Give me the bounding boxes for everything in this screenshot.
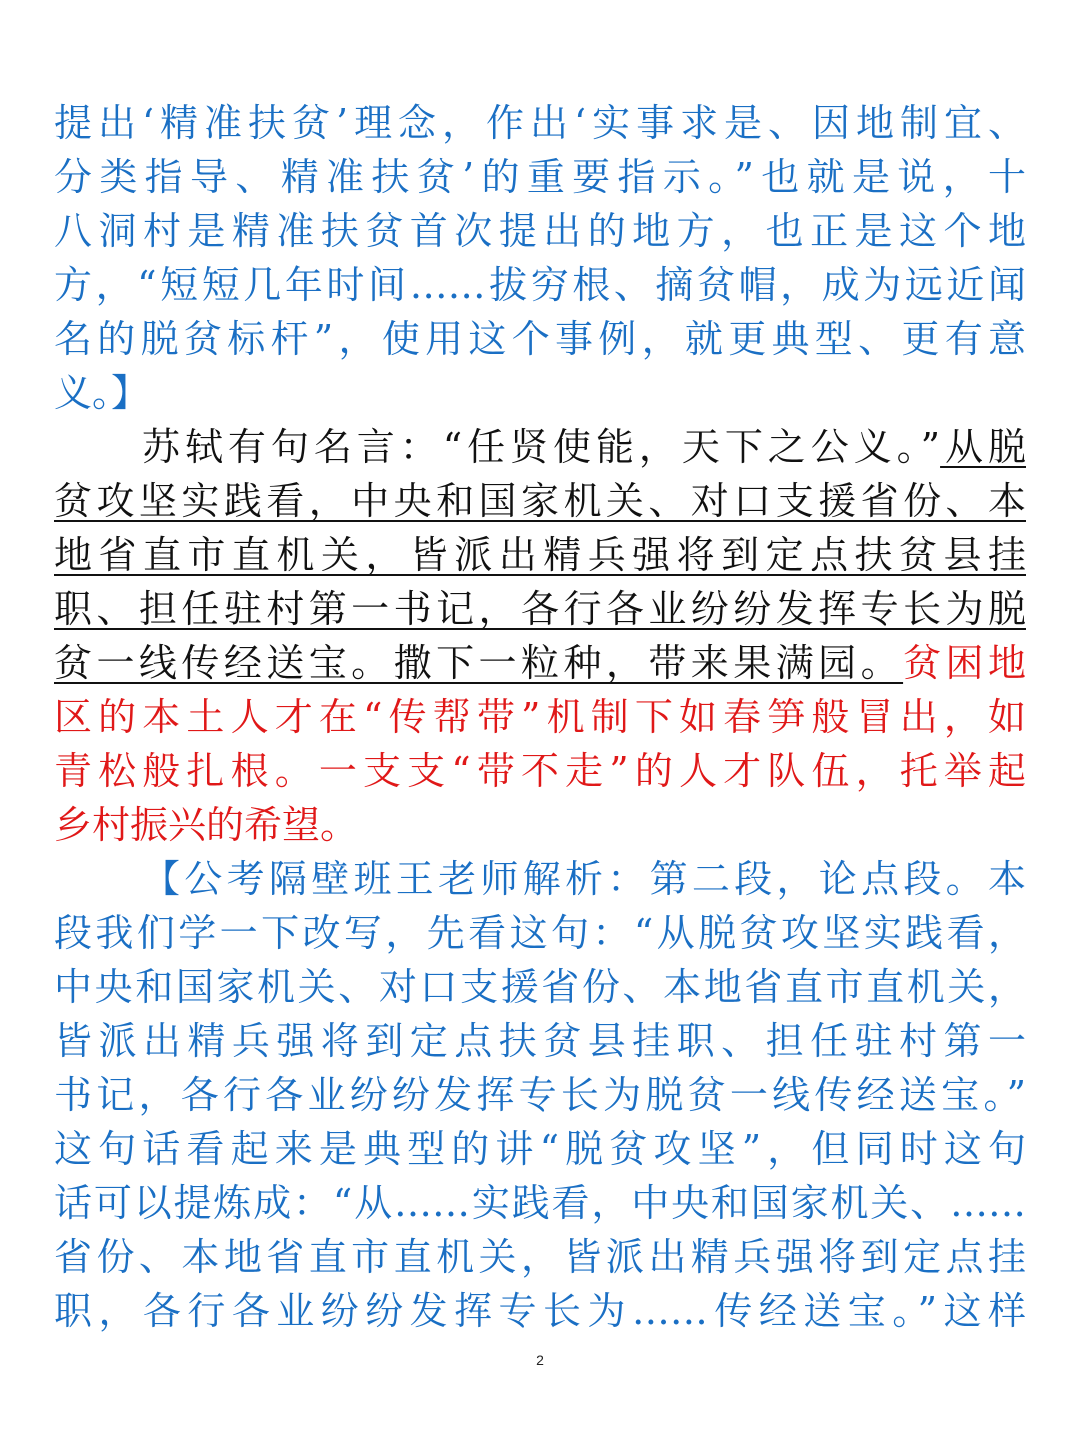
red-highlight-line: 青松般扎根。一支支“带不走”的人才队伍，托举起 bbox=[54, 749, 1026, 793]
text-line: 八洞村是精准扶贫首次提出的地方，也正是这个地 bbox=[54, 209, 1026, 253]
text-line: 中央和国家机关、对口支援省份、本地省直市直机关， bbox=[54, 965, 1026, 1009]
text-line: 名的脱贫标杆”，使用这个事例，就更典型、更有意 bbox=[54, 317, 1026, 361]
underlined-text-line: 职、担任驻村第一书记，各行各业纷纷发挥专长为脱 bbox=[54, 587, 1026, 631]
red-highlight-text: 贫困地 bbox=[903, 641, 1026, 685]
page-number: 2 bbox=[536, 1352, 544, 1368]
underlined-text: 从脱 bbox=[940, 425, 1026, 469]
underlined-text-line: 地省直市直机关，皆派出精兵强将到定点扶贫县挂 bbox=[54, 533, 1026, 577]
body-paragraph bbox=[54, 420, 1026, 852]
text-line: 【公考隔壁班王老师解析：第二段，论点段。本 bbox=[142, 857, 1026, 901]
analysis-paragraph bbox=[54, 852, 1026, 1338]
underlined-text: 贫一线传经送宝。撒下一粒种，带来果满园。 bbox=[54, 641, 904, 685]
quote-text: 苏轼有句名言：“任贤使能，天下之公义。” bbox=[142, 425, 941, 469]
text-line: 皆派出精兵强将到定点扶贫县挂职、担任驻村第一 bbox=[54, 1019, 1026, 1063]
analysis-paragraph-continued bbox=[54, 96, 1026, 420]
text-line: 这句话看起来是典型的讲“脱贫攻坚”，但同时这句 bbox=[54, 1127, 1026, 1171]
text-line: 方，“短短几年时间……拔穷根、摘贫帽，成为远近闻 bbox=[54, 263, 1026, 307]
text-line: 话可以提炼成：“从……实践看，中央和国家机关、…… bbox=[54, 1181, 1026, 1225]
red-highlight-line: 乡村振兴的希望。 bbox=[54, 803, 359, 847]
text-line: 义。】 bbox=[54, 371, 150, 415]
text-line: 提出‘精准扶贫’理念，作出‘实事求是、因地制宜、 bbox=[54, 101, 1026, 145]
text-line: 分类指导、精准扶贫’的重要指示。”也就是说，十 bbox=[54, 155, 1026, 199]
text-line: 省份、本地省直市直机关，皆派出精兵强将到定点挂 bbox=[54, 1235, 1026, 1279]
text-line: 职，各行各业纷纷发挥专长为……传经送宝。”这样 bbox=[54, 1289, 1026, 1333]
red-highlight-line: 区的本土人才在“传帮带”机制下如春笋般冒出，如 bbox=[54, 695, 1026, 739]
text-line: 段我们学一下改写，先看这句：“从脱贫攻坚实践看， bbox=[54, 911, 1026, 955]
text-line: 书记，各行各业纷纷发挥专长为脱贫一线传经送宝。” bbox=[54, 1073, 1026, 1117]
underlined-text-line: 贫攻坚实践看，中央和国家机关、对口支援省份、本 bbox=[54, 479, 1026, 523]
